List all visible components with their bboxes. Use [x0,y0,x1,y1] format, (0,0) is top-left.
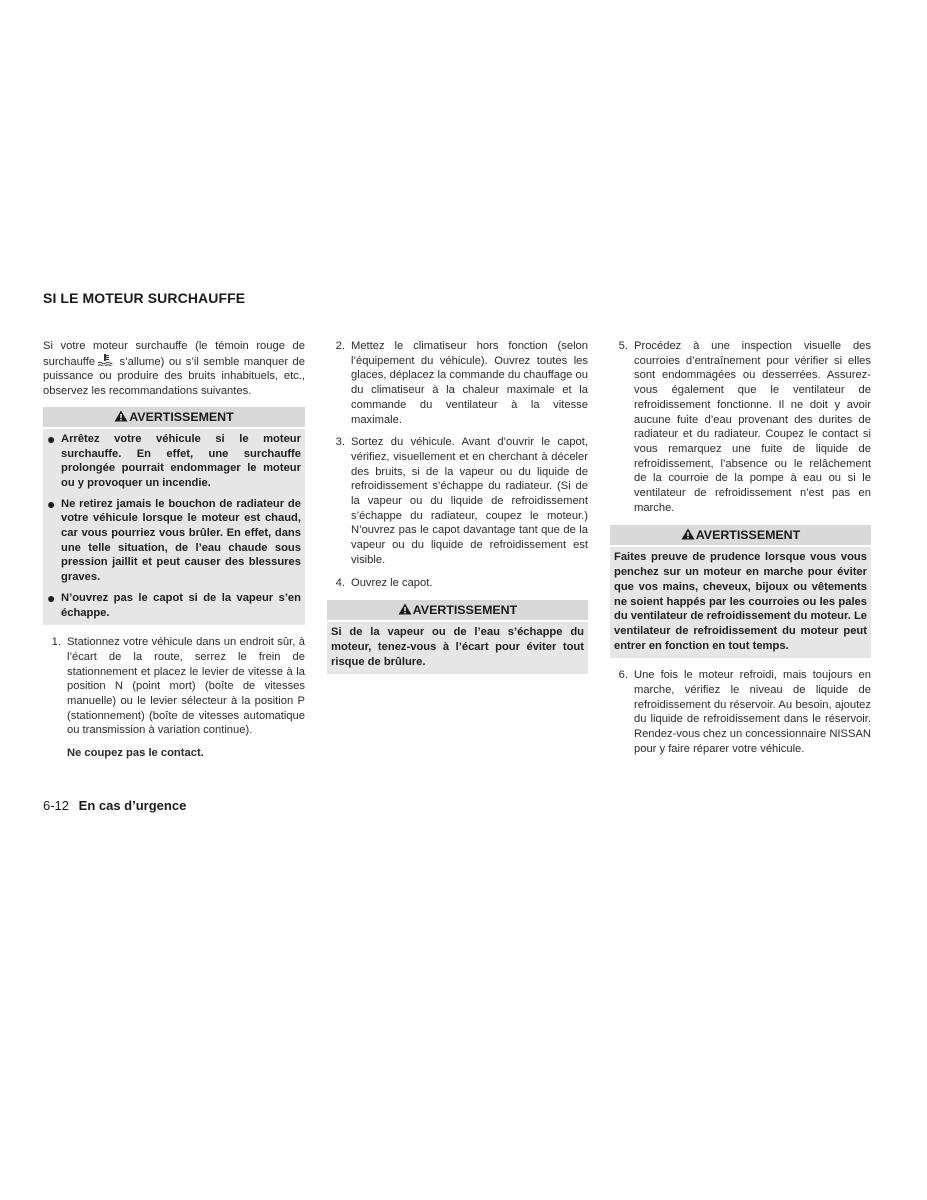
step-3: 3. Sortez du véhicule. Avant d’ouvrir le capot, vérifiez, visuellement et en cherchant à déceler des bruits, si de la vapeur ou du liquide de refroidissement s’échappe du radiateur. (Si de la vapeur ou du liquide de refroidissement s’échappe du radiateur, coupez le moteur.) N’ouvrez pas le capot davantage tant que de la vapeur ou du liquide de refroidissement est visible. [335,436,588,566]
warning-body: Faites preuve de prudence lorsque vous vous penchez sur un moteur en marche pour éviter que vos mains, cheveux, bijoux ou vêtements ne soient happés par les courroies ou les pales du ventilateur de refroidissement du moteur. Le ventilateur de refroidissement du moteur peut entrer en fonction en tout temps. [610,547,871,658]
step-1-note: Ne coupez pas le contact. [67,747,204,760]
bullet-icon: ● [47,495,56,512]
step-1: 1. Stationnez votre véhicule dans un endroit sûr, à l’écart de la route, serrez le frein de stationnement et placez le levier de vitesse à la position N (point mort) (boîte de vitesses manuelle) ou le levier sélecteur à la position P (stationnement) (boîte de vitesses automatique ou transmission à variation continue). [51,636,305,737]
intro-paragraph: Si votre moteur surchauffe (le témoin rouge de surchauffe s’allume) ou s’il semble manquer de puissance ou produire des bruits inhabituels, etc., observez les recommandations suivantes. [43,340,305,398]
warning-bullet: ● Arrêtez votre véhicule si le moteur surchauffe. En effet, une surchauffe prolongée pourrait endommager le moteur ou y provoquer un incendie. [47,430,301,489]
warning-body: Si de la vapeur ou de l’eau s’échappe du moteur, tenez-vous à l’écart pour éviter tout risque de brûlure. [327,622,588,674]
page-number: 6-12 [43,798,70,813]
column-3 [610,339,871,765]
warning-body [43,429,305,625]
section-title: SI LE MOTEUR SURCHAUFFE [43,290,246,306]
warning-box-2 [327,600,588,674]
bullet-icon: ● [47,589,56,606]
step-5: 5. Procédez à une inspection visuelle des courroies d’entraînement pour vérifier si elles sont endommagées ou desserrées. Assurez-vous également que le ventilateur de refroidissement fonctionne. Il ne doit y avoir aucune fuite d’eau provenant des durites de radiateur et du radiateur. Coupez le contact si vous remarquez une fuite de liquide de refroidissement, l’absence ou le relâchement de la courroie de la pompe à eau ou si le ventilateur de refroidissement n’est pas en marche. [618,340,871,514]
warning-header: AVERTISSEMENT [327,600,588,620]
warning-triangle-icon [114,410,128,422]
warning-triangle-icon [398,603,412,615]
chapter-title: En cas d’urgence [78,798,187,813]
warning-triangle-icon [681,528,695,540]
warning-box-3 [610,525,871,658]
warning-bullet: ● N’ouvrez pas le capot si de la vapeur s’en échappe. [47,589,301,619]
warning-header: AVERTISSEMENT [610,525,871,545]
coolant-temperature-icon [97,354,113,366]
page-footer [43,798,186,813]
warning-bullet: ● Ne retirez jamais le bouchon de radiateur de votre véhicule lorsque le moteur est chaud, car vous pourriez vous brûler. En effet, dans une telle situation, de l’eau chaude sous pression jaillit et peut causer des blessures graves. [47,495,301,584]
bullet-icon: ● [47,430,56,447]
step-6: 6. Une fois le moteur refroidi, mais toujours en marche, vérifiez le niveau de liquide de refroidissement du réservoir. Au besoin, ajoutez du liquide de refroidissement dans le réservoir. Rendez-vous chez un concessionnaire NISSAN pour y faire réparer votre véhicule. [618,669,871,755]
column-2 [327,339,588,674]
column-1 [43,339,305,761]
warning-header: AVERTISSEMENT [43,407,305,427]
step-2: 2. Mettez le climatiseur hors fonction (selon l’équipement du véhicule). Ouvrez toutes les glaces, déplacez la commande du chauffage ou du climatiseur à la chaleur maximale et la commande du ventilateur à la vitesse maximale. [335,340,588,426]
warning-box-1 [43,407,305,625]
step-4: 4. Ouvrez le capot. [335,576,433,589]
